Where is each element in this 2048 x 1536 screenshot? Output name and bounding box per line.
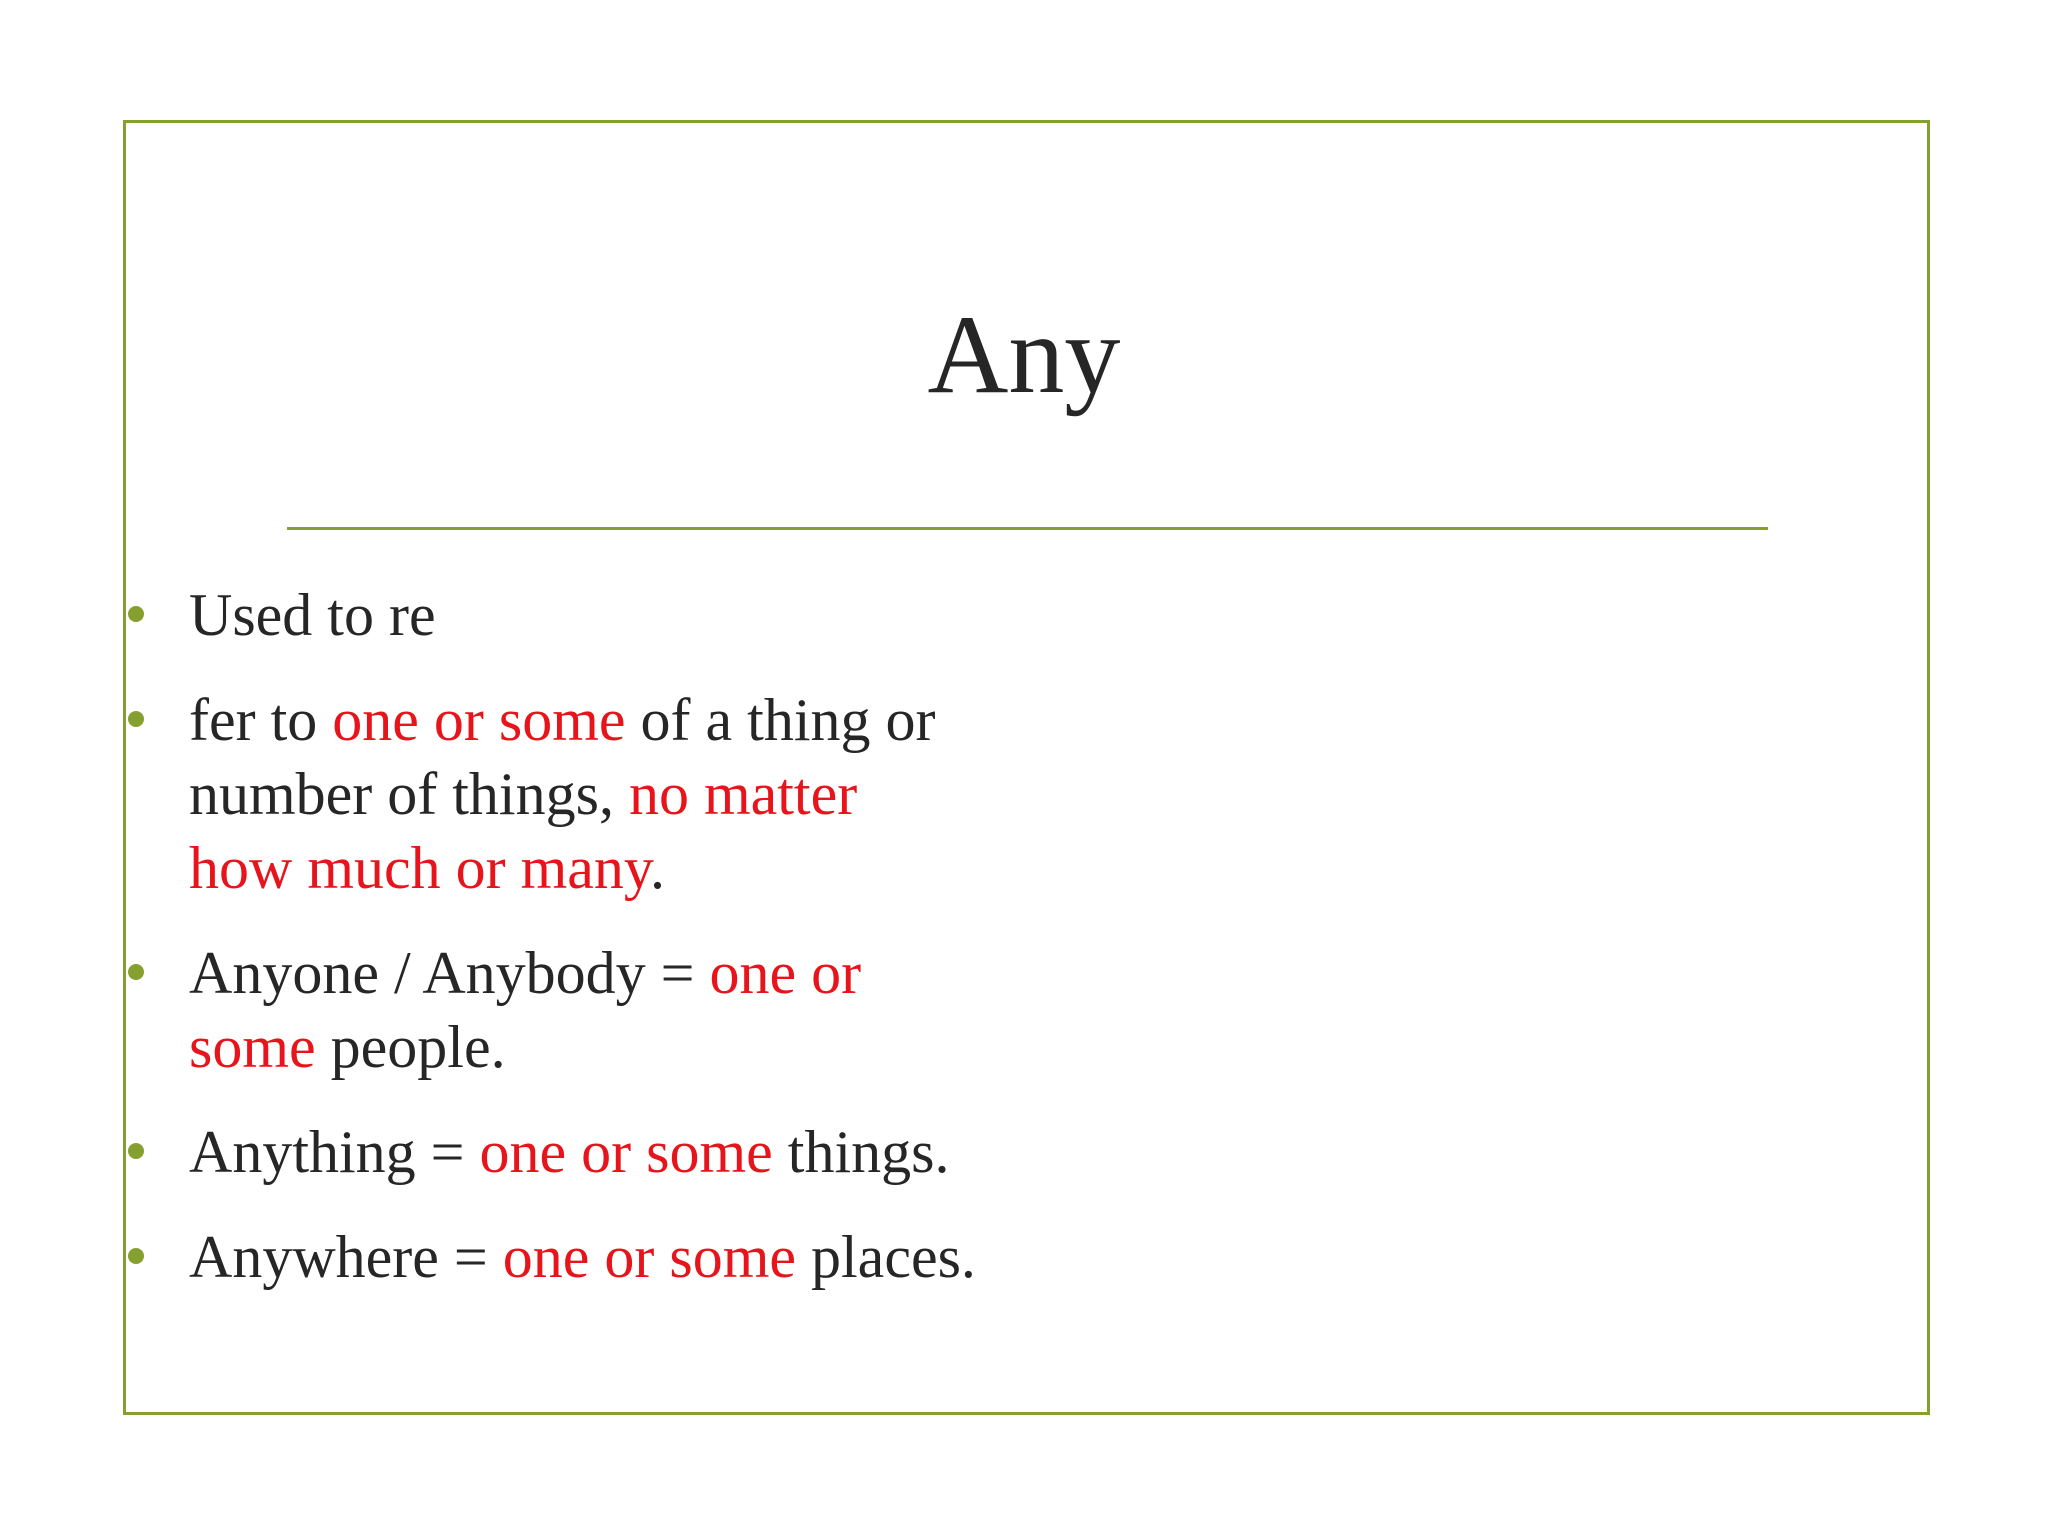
bullet-text: places. — [796, 1224, 976, 1290]
bullet-dot-icon — [128, 1143, 144, 1159]
bullet-text: things. — [772, 1119, 950, 1185]
highlight-text: one or some — [479, 1119, 773, 1185]
bullet-text: people. — [315, 1014, 506, 1080]
bullet-text: . — [650, 835, 666, 901]
bullet-item — [128, 578, 1128, 652]
highlight-text: one or some — [189, 940, 862, 1080]
bullet-text: Anyone / Anybody = — [189, 940, 710, 1006]
highlight-text: no matter how much or many — [189, 761, 858, 901]
title-divider — [287, 527, 1768, 530]
bullet-dot-icon — [128, 711, 144, 727]
bullet-item — [128, 1115, 1128, 1189]
bullet-item — [128, 936, 969, 1084]
bullet-item — [128, 683, 969, 905]
bullet-list — [128, 578, 1128, 1325]
bullet-text: Anywhere = — [189, 1224, 503, 1290]
slide-title: Any — [927, 293, 1121, 417]
highlight-text: one or some — [502, 1224, 797, 1290]
bullet-text: fer to — [189, 687, 333, 753]
bullet-item — [128, 1220, 1128, 1294]
bullet-dot-icon — [128, 606, 144, 622]
highlight-text: one or some — [332, 687, 626, 753]
bullet-dot-icon — [128, 964, 144, 980]
bullet-text: of a thing or number of things, — [189, 687, 936, 827]
bullet-dot-icon — [128, 1248, 144, 1264]
bullet-text: Anything = — [189, 1119, 480, 1185]
bullet-text: Used to re — [189, 582, 436, 648]
